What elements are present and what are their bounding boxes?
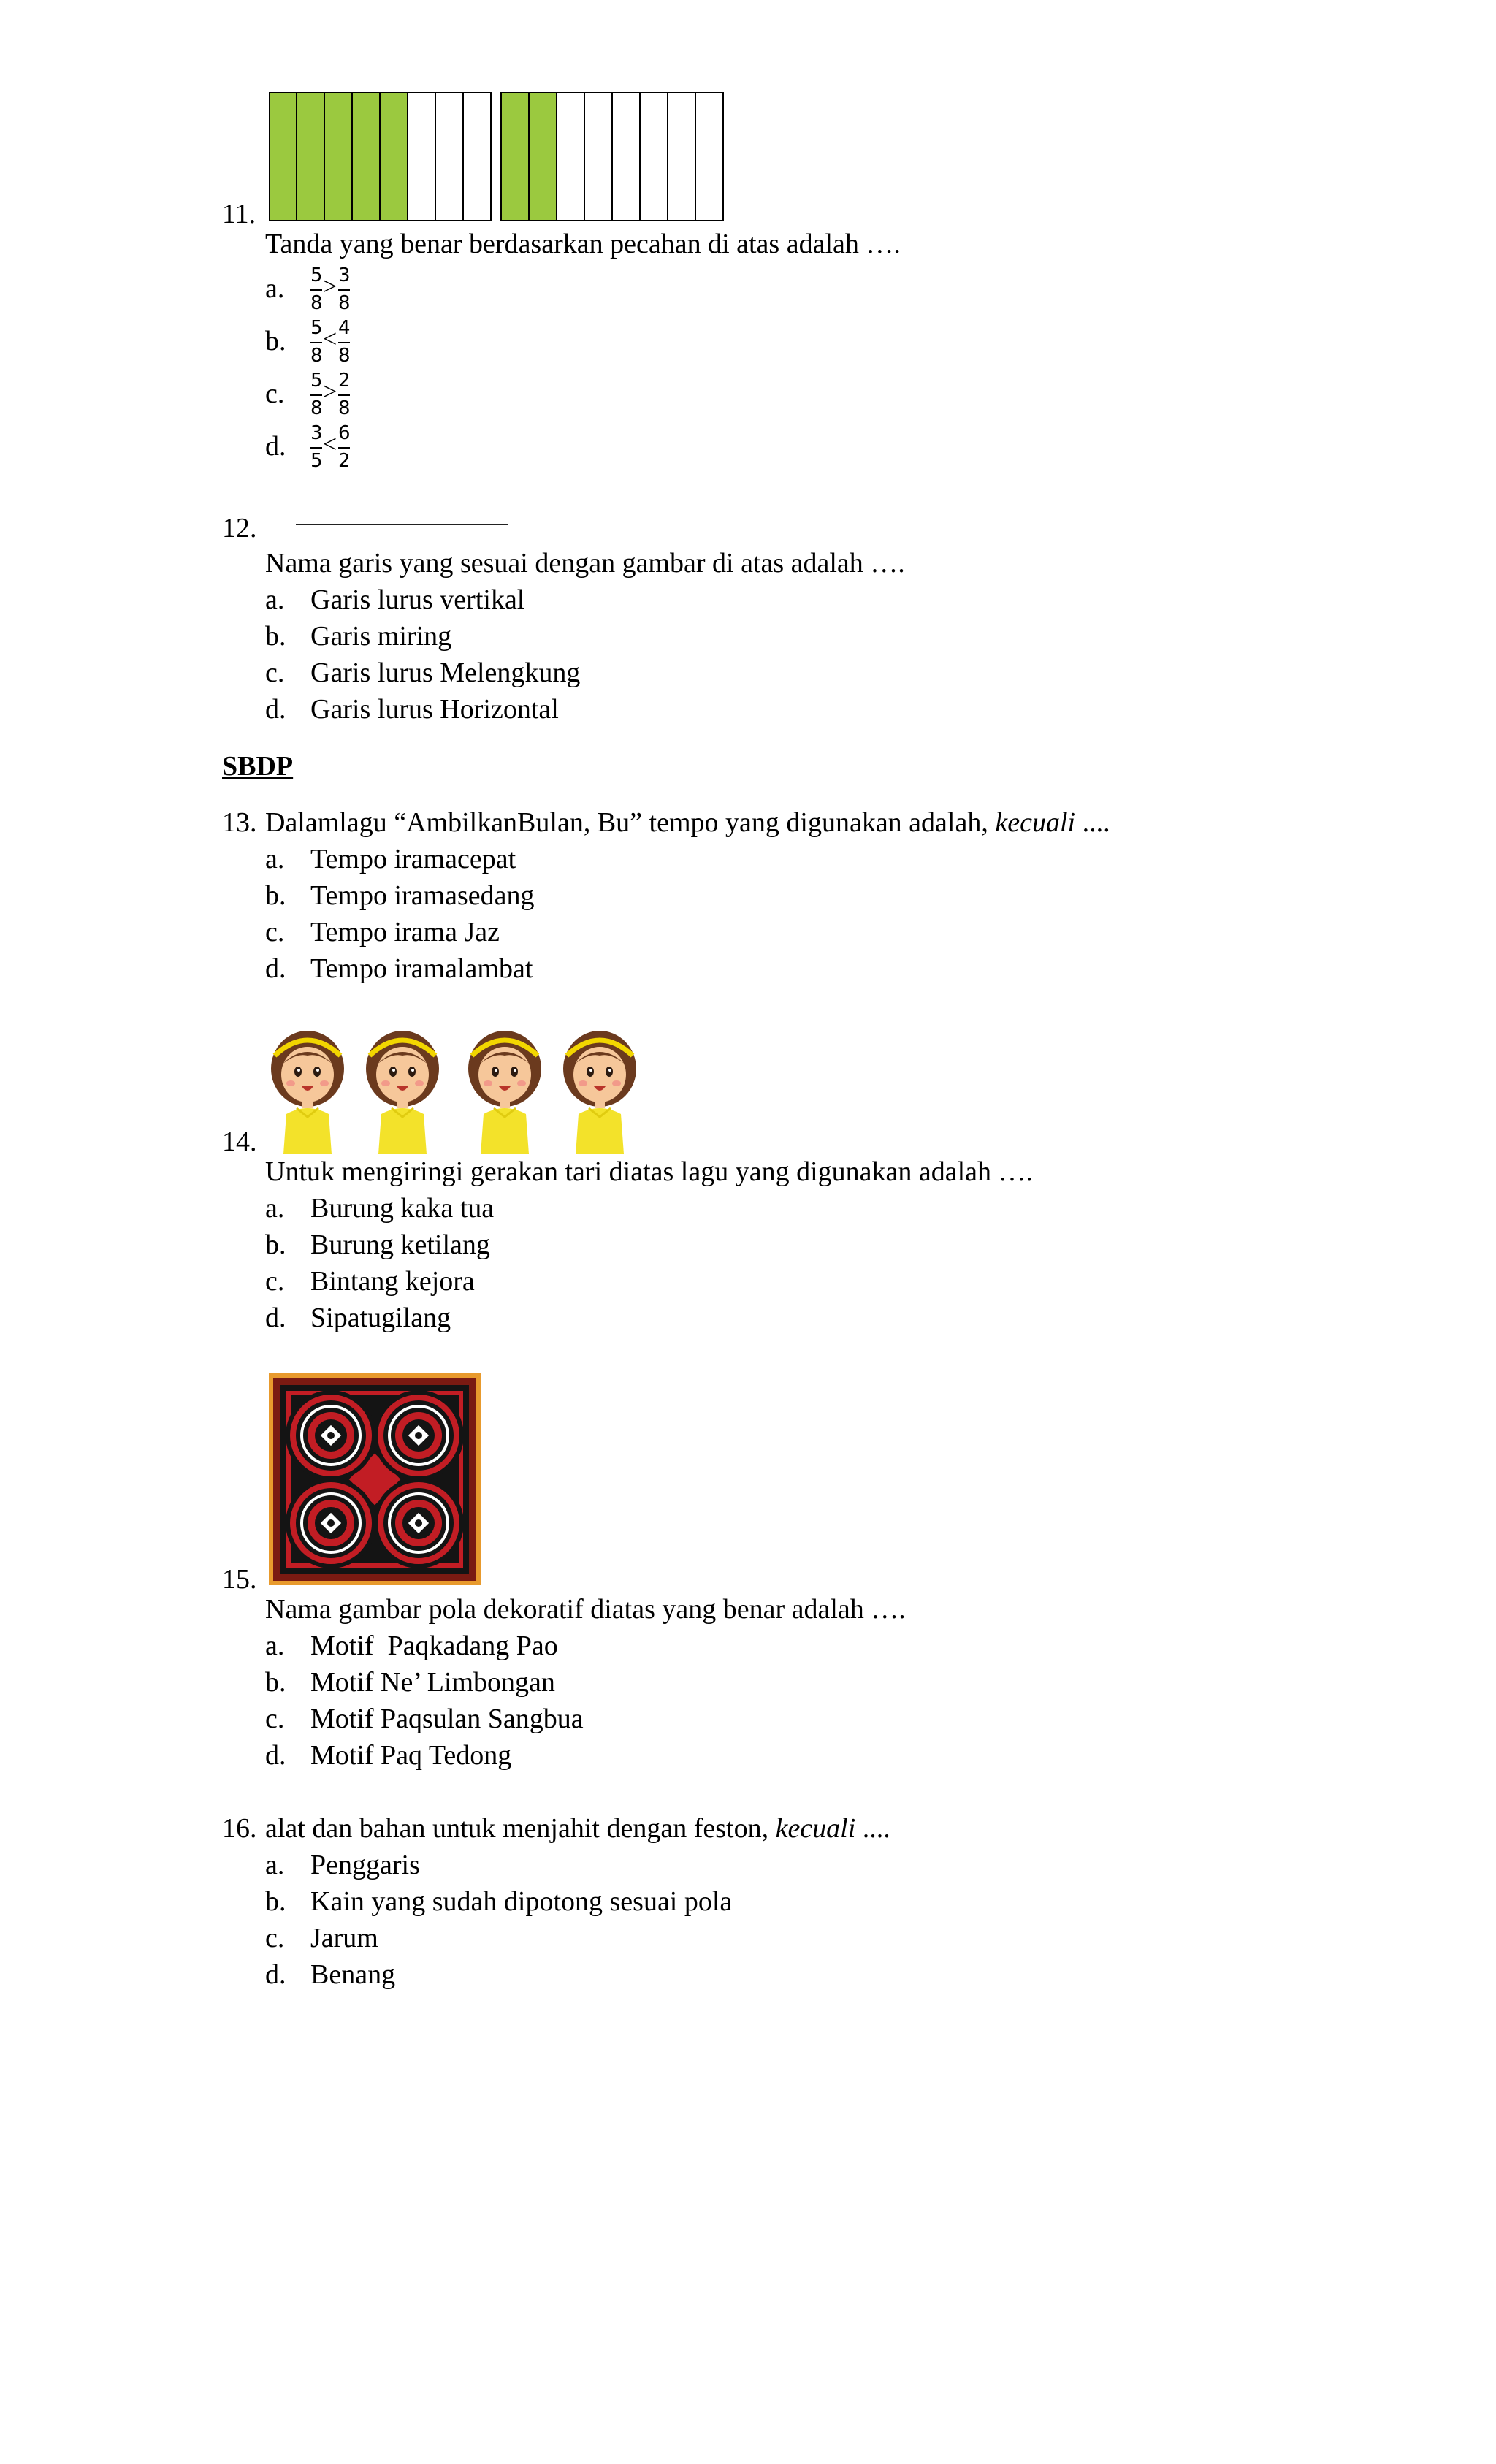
option-letter: b.: [265, 880, 286, 911]
comparison-sign: <: [323, 326, 337, 353]
fraction-comparison-a: [310, 266, 354, 313]
option-text: Jarum: [310, 1923, 378, 1953]
fraction-bar-1: [269, 92, 491, 221]
comparison-sign: <: [323, 431, 337, 458]
numerator: 5: [310, 317, 323, 339]
question-number: 13.: [222, 807, 257, 838]
stem-end: ....: [855, 1813, 890, 1844]
numerator: 3: [310, 422, 323, 444]
numerator: 6: [338, 422, 351, 444]
fraction-bar-line: [310, 342, 322, 343]
denominator: 5: [310, 450, 323, 472]
option-text: Burung ketilang: [310, 1229, 490, 1260]
numerator: 5: [310, 370, 323, 392]
denominator: 2: [338, 450, 351, 472]
numerator: 5: [310, 264, 323, 286]
option-letter: a.: [265, 1630, 285, 1661]
option-text: Garis lurus Melengkung: [310, 657, 581, 688]
question-stem: [265, 806, 1110, 839]
option-letter: b.: [265, 1886, 286, 1917]
option-text: Penggaris: [310, 1850, 420, 1880]
option-letter: b.: [265, 326, 286, 356]
option-letter: c.: [265, 657, 285, 688]
option-text: Tempo iramacepat: [310, 844, 516, 874]
option-letter: a.: [265, 584, 285, 615]
option-letter: a.: [265, 1193, 285, 1224]
option-letter: c.: [265, 378, 285, 409]
fraction-bar-line: [338, 342, 350, 343]
comparison-sign: >: [323, 273, 337, 300]
option-letter: c.: [265, 1704, 285, 1734]
option-letter: a.: [265, 844, 285, 874]
denominator: 8: [338, 397, 351, 419]
denominator: 8: [338, 345, 351, 367]
decorative-motif-image: [269, 1373, 481, 1585]
option-text: Tempo irama Jaz: [310, 917, 500, 947]
question-stem: Nama garis yang sesuai dengan gambar di atas adalah ….: [265, 548, 905, 579]
option-letter: c.: [265, 1266, 285, 1297]
option-text: Garis miring: [310, 621, 452, 652]
stem-italic: kecuali: [775, 1813, 856, 1844]
question-number: 14.: [222, 1126, 257, 1157]
fraction-bar-line: [338, 447, 350, 449]
question-number: 12.: [222, 513, 257, 543]
option-letter: d.: [265, 953, 286, 984]
fraction-bar-line: [310, 394, 322, 396]
denominator: 8: [338, 292, 351, 314]
numerator: 4: [338, 317, 351, 339]
stem-main: Dalamlagu “AmbilkanBulan, Bu” tempo yang digunakan adalah,: [265, 807, 996, 838]
horizontal-line-figure: [296, 524, 508, 525]
stem-main: alat dan bahan untuk menjahit dengan feston,: [265, 1813, 776, 1844]
fraction-bar-line: [310, 289, 322, 291]
option-text: Motif Paq Tedong: [310, 1740, 512, 1771]
option-letter: d.: [265, 1959, 286, 1990]
fraction-bar-2: [501, 92, 723, 221]
option-letter: c.: [265, 917, 285, 947]
option-text: Kain yang sudah dipotong sesuai pola: [310, 1886, 733, 1917]
question-stem: Untuk mengiringi gerakan tari diatas lagu yang digunakan adalah ….: [265, 1156, 1034, 1187]
option-text: Bintang kejora: [310, 1266, 475, 1297]
fraction-bar-line: [338, 394, 350, 396]
stem-italic: kecuali: [995, 807, 1076, 838]
fraction-bar-line: [338, 289, 350, 291]
option-letter: d.: [265, 694, 286, 725]
option-text: Benang: [310, 1959, 396, 1990]
fraction-bar-line: [310, 447, 322, 449]
denominator: 8: [310, 345, 323, 367]
option-text: Tempo iramasedang: [310, 880, 535, 911]
comparison-sign: >: [323, 378, 337, 405]
option-text: Garis lurus vertikal: [310, 584, 525, 615]
question-stem: Tanda yang benar berdasarkan pecahan di atas adalah ….: [265, 229, 901, 259]
dancing-girls-illustration: [267, 1026, 647, 1154]
question-stem: Nama gambar pola dekoratif diatas yang benar adalah ….: [265, 1594, 906, 1625]
option-text: Sipatugilang: [310, 1302, 451, 1333]
option-text: Motif Ne’ Limbongan: [310, 1667, 555, 1698]
denominator: 8: [310, 397, 323, 419]
numerator: 2: [338, 370, 351, 392]
stem-end: ....: [1075, 807, 1110, 838]
fraction-bars-figure: [269, 92, 729, 224]
option-letter: b.: [265, 1667, 286, 1698]
option-letter: a.: [265, 1850, 285, 1880]
option-text: Tempo iramalambat: [310, 953, 533, 984]
option-text: Motif Paqsulan Sangbua: [310, 1704, 584, 1734]
question-number: 16.: [222, 1813, 257, 1844]
option-letter: d.: [265, 1302, 286, 1333]
question-number: 11.: [222, 199, 256, 229]
option-letter: d.: [265, 431, 286, 462]
option-letter: b.: [265, 621, 286, 652]
fraction-comparison-d: [310, 424, 354, 470]
option-text: Motif Paqkadang Pao: [310, 1630, 558, 1661]
option-text: Burung kaka tua: [310, 1193, 495, 1224]
option-letter: c.: [265, 1923, 285, 1953]
section-heading: SBDP: [222, 751, 294, 782]
option-text: Garis lurus Horizontal: [310, 694, 559, 725]
option-letter: b.: [265, 1229, 286, 1260]
numerator: 3: [338, 264, 351, 286]
question-number: 15.: [222, 1564, 257, 1595]
denominator: 8: [310, 292, 323, 314]
fraction-comparison-c: [310, 371, 354, 418]
fraction-comparison-b: [310, 319, 354, 365]
option-letter: a.: [265, 273, 285, 304]
option-letter: d.: [265, 1740, 286, 1771]
question-stem: [265, 1812, 890, 1845]
